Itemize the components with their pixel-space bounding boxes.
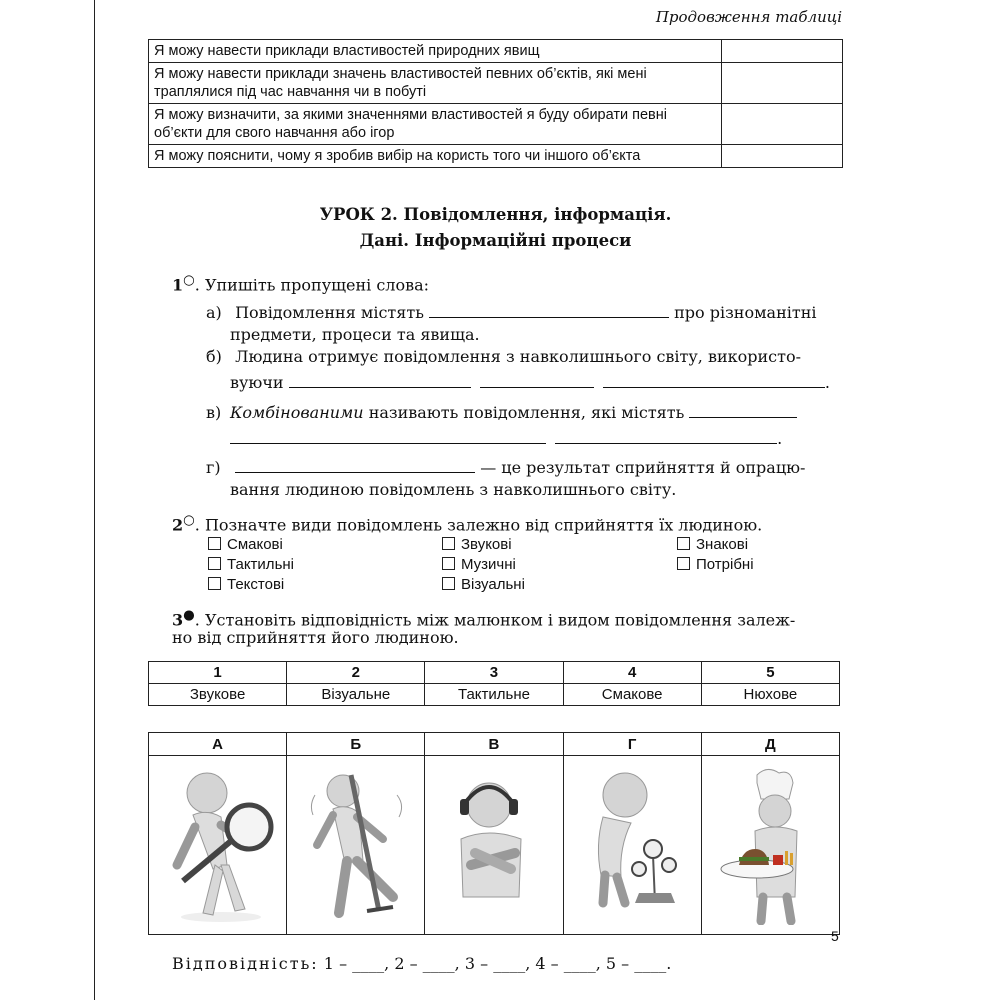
kind-name: Звукове <box>149 684 287 706</box>
task2-heading <box>172 510 762 536</box>
table-cell-empty[interactable] <box>722 104 843 145</box>
kind-number: 4 <box>563 662 701 684</box>
picture-letter: В <box>425 733 563 756</box>
task-text: . Позначте види повідомлень залежно від сприйняття їх людиною. <box>194 515 763 535</box>
difficulty-marker: ● <box>183 608 195 623</box>
figure-magnifier-icon <box>155 765 281 925</box>
message-kinds-table <box>148 661 840 706</box>
answer-blank[interactable] <box>289 373 471 388</box>
item-label: а) <box>206 303 222 322</box>
checkbox-option[interactable] <box>442 535 512 554</box>
figure-with-headphones-icon <box>431 765 557 925</box>
task1-item-c-cont: . <box>230 428 782 450</box>
checkbox-option[interactable] <box>442 575 525 594</box>
picture-letter: Б <box>287 733 425 756</box>
table-row <box>149 684 840 706</box>
pictures-table <box>148 732 840 935</box>
checkbox-option[interactable] <box>677 535 748 554</box>
kind-name: Нюхове <box>701 684 839 706</box>
item-label: г) <box>206 458 221 477</box>
checkbox-option[interactable] <box>442 555 516 574</box>
item-label: б) <box>206 347 222 366</box>
item-text: вуючи <box>230 373 284 392</box>
checkbox-icon[interactable] <box>208 537 221 550</box>
checkbox-icon[interactable] <box>442 557 455 570</box>
item-italic-text: Комбінованими <box>230 403 364 422</box>
item-text: називають повідомлення, які містять <box>363 403 685 422</box>
answer-blank[interactable] <box>230 429 546 444</box>
table-row <box>149 756 840 935</box>
checkbox-option[interactable] <box>208 575 284 594</box>
answer-blank[interactable] <box>603 373 825 388</box>
self-assessment-table <box>148 39 843 168</box>
task1-item-a-cont: предмети, процеси та явища. <box>230 325 480 344</box>
task1-item-d <box>206 457 805 479</box>
task1-item-d-cont: вання людиною повідомлень з навколишнього світу. <box>230 480 677 499</box>
answer-template[interactable]: 1 – ____, 2 – ____, 3 – ____, 4 – ____, 5 – ____. <box>323 954 672 973</box>
checkbox-label: Візуальні <box>461 576 525 593</box>
table-cell-empty[interactable] <box>722 40 843 63</box>
task-text: . Упишіть пропущені слова: <box>194 275 430 295</box>
difficulty-marker: ○ <box>183 513 195 528</box>
margin-line <box>94 0 95 1000</box>
picture-cell <box>149 756 287 935</box>
answer-blank[interactable] <box>429 303 669 318</box>
table-continuation-note: Продовження таблиці <box>655 8 842 26</box>
task-text: . Установіть відповідність між малюнком і видом повідомлення залеж- <box>194 610 796 630</box>
task1-item-b <box>206 346 801 368</box>
figure-with-rake-icon <box>293 765 419 925</box>
table-cell-statement: Я можу навести приклади властивостей природних явищ <box>149 40 722 63</box>
picture-letter: А <box>149 733 287 756</box>
kind-number: 5 <box>701 662 839 684</box>
checkbox-option[interactable] <box>208 555 294 574</box>
kind-name: Смакове <box>563 684 701 706</box>
checkbox-icon[interactable] <box>677 537 690 550</box>
picture-cell <box>425 756 563 935</box>
table-row <box>149 145 843 168</box>
picture-cell <box>287 756 425 935</box>
picture-cell <box>563 756 701 935</box>
picture-letter: Д <box>701 733 839 756</box>
checkbox-label: Потрібні <box>696 556 754 573</box>
checkbox-option[interactable] <box>677 555 754 574</box>
answer-label: Відповідність: <box>172 954 319 973</box>
task1-item-c <box>206 402 797 424</box>
kind-name: Візуальне <box>287 684 425 706</box>
kind-number: 1 <box>149 662 287 684</box>
table-cell-statement: Я можу визначити, за якими значеннями властивостей я буду обирати певні об’єкти для свого навчання або ігор <box>149 104 722 145</box>
answer-blank[interactable] <box>689 403 797 418</box>
checkbox-icon[interactable] <box>208 577 221 590</box>
answer-blank[interactable] <box>555 429 777 444</box>
task1-item-a <box>206 302 846 324</box>
answer-blank[interactable] <box>480 373 594 388</box>
answer-blank[interactable] <box>235 458 475 473</box>
checkbox-label: Звукові <box>461 536 512 553</box>
item-text: Повідомлення містять <box>235 303 424 322</box>
item-label: в) <box>206 403 222 422</box>
picture-cell <box>701 756 839 935</box>
checkbox-label: Смакові <box>227 536 283 553</box>
difficulty-marker: ○ <box>183 273 195 288</box>
table-cell-empty[interactable] <box>722 145 843 168</box>
checkbox-icon[interactable] <box>208 557 221 570</box>
table-cell-empty[interactable] <box>722 63 843 104</box>
lesson-title-line1: УРОК 2. Повідомлення, інформація. <box>319 205 672 224</box>
task-number: 3 <box>172 610 184 630</box>
page-number: 5 <box>831 928 839 944</box>
checkbox-label: Знакові <box>696 536 749 553</box>
lesson-title-line2: Дані. Інформаційні процеси <box>359 231 632 250</box>
table-cell-statement: Я можу навести приклади значень властивостей певних об’єктів, які мені траплялися під час навчання чи в побуті <box>149 63 722 104</box>
item-text: — це результат сприйняття й опрацю- <box>480 458 806 477</box>
task1-heading <box>172 270 429 296</box>
checkbox-icon[interactable] <box>442 577 455 590</box>
task-number: 2 <box>172 515 184 535</box>
item-text: Людина отримує повідомлення з навколишнього світу, використо- <box>235 347 802 366</box>
table-row <box>149 662 840 684</box>
checkbox-label: Тактильні <box>227 556 294 573</box>
figure-smelling-flower-icon <box>569 765 695 925</box>
kind-name: Тактильне <box>425 684 563 706</box>
task1-item-b-cont: вуючи . <box>230 373 830 392</box>
task-number: 1 <box>172 275 184 295</box>
kind-number: 2 <box>287 662 425 684</box>
answer-line <box>172 954 671 973</box>
table-row <box>149 733 840 756</box>
item-text: про різноманітні <box>674 303 817 322</box>
table-cell-statement: Я можу пояснити, чому я зробив вибір на користь того чи іншого об’єкта <box>149 145 722 168</box>
checkbox-icon[interactable] <box>442 537 455 550</box>
checkbox-label: Музичні <box>461 556 516 573</box>
table-row <box>149 63 843 104</box>
checkbox-icon[interactable] <box>677 557 690 570</box>
table-row <box>149 40 843 63</box>
table-row <box>149 104 843 145</box>
checkbox-label: Текстові <box>227 576 285 593</box>
chef-with-food-icon <box>707 765 833 925</box>
picture-letter: Г <box>563 733 701 756</box>
checkbox-option[interactable] <box>208 535 283 554</box>
kind-number: 3 <box>425 662 563 684</box>
task3-heading-cont: но від сприйняття його людиною. <box>172 628 459 647</box>
